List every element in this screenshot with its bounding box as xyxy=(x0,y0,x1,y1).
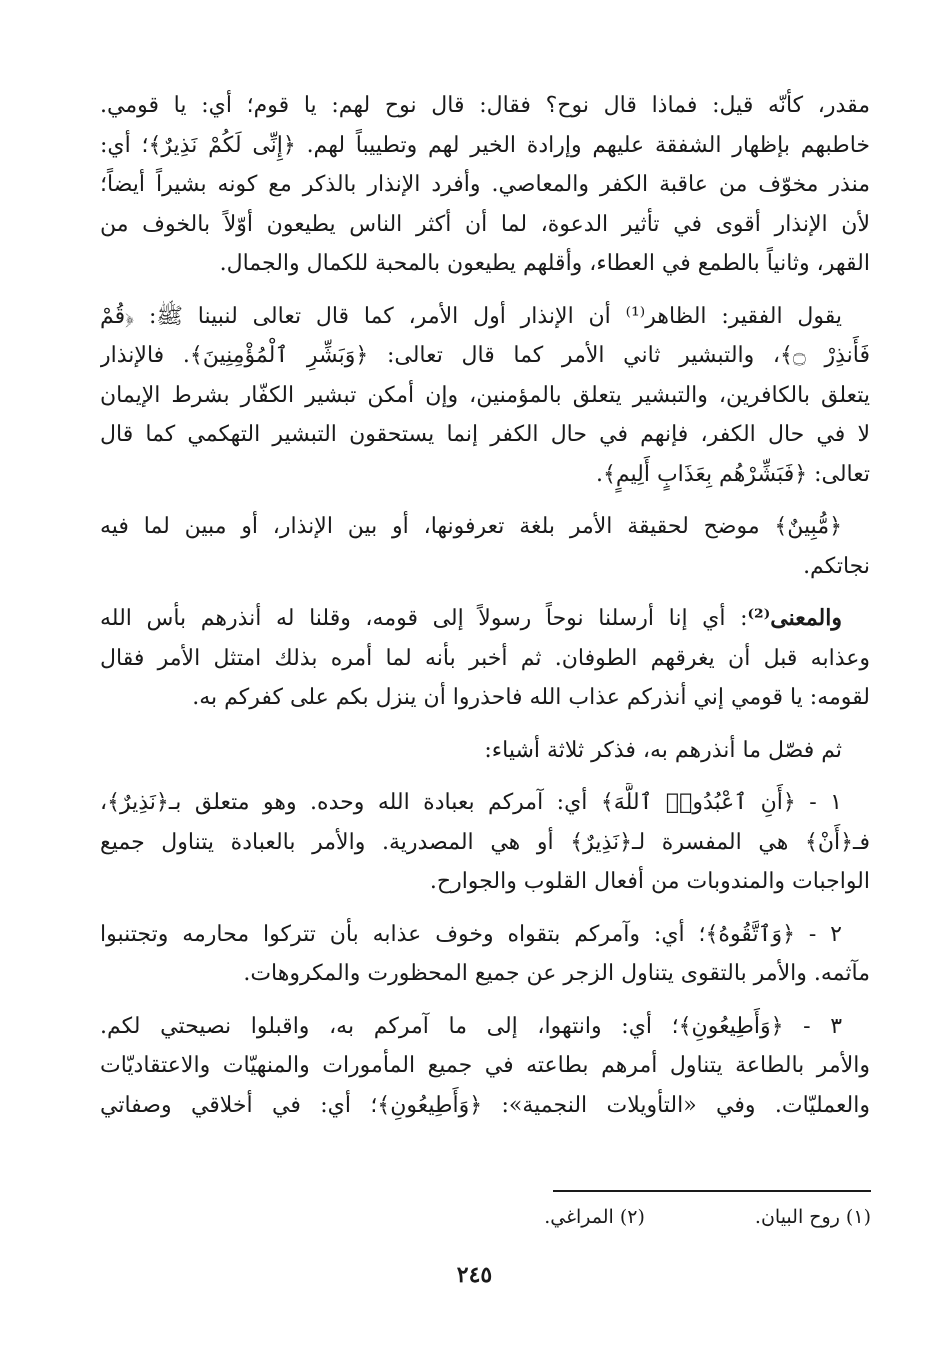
paragraph-3 xyxy=(100,507,870,586)
text-line: لأن الإنذار أقوى في تأثير الدعوة، لما أن أكثر الناس يطيعون أوّلاً بالخوف من xyxy=(100,211,870,237)
paragraph-4 xyxy=(100,599,870,718)
text-line: وعذابه قبل أن يغرقهم الطوفان. ثم أخبر بأنه لما أمره بذلك امتثل الأمر فقال xyxy=(100,645,870,671)
text-line: لقومه: يا قومي إني أنذركم عذاب الله فاحذروا أن ينزل بكم على كفركم به. xyxy=(192,685,870,710)
text-line: نجاتكم. xyxy=(803,553,870,579)
footnotes xyxy=(311,1206,871,1228)
text-line: ٢ - ﴿وَٱتَّقُوهُ﴾؛ أي: وآمركم بتقواه وخوف عذابه بأن تتركوا محارمه وتجتنبوا xyxy=(100,921,842,947)
page-number: ٢٤٥ xyxy=(456,1262,493,1288)
paragraph-6 xyxy=(100,783,870,902)
text-line: خاطبهم بإظهار الشفقة عليهم وإرادة الخير لهم وتطييباً لهم. ﴿إِنِّى لَكُمْ نَذِيرٌ﴾؛ أي: xyxy=(100,132,870,158)
text-line: فَأَنذِرْ ۝﴾، والتبشير ثاني الأمر كما قال تعالى: ﴿وَبَشِّرِ ٱلْمُؤْمِنِينَ﴾. فالإنذار xyxy=(100,343,870,368)
paragraph-1 xyxy=(100,86,870,284)
text-line: ثم فصّل ما أنذرهم به، فذكر ثلاثة أشياء: xyxy=(484,737,842,763)
paragraph-2 xyxy=(100,297,870,495)
text-line: الواجبات والمندوبات من أفعال القلوب والجوارح. xyxy=(429,869,870,894)
text-line: مآثمه. والأمر بالتقوى يتناول الزجر عن جميع المحظورت والمكروهات. xyxy=(243,961,870,986)
paragraph-8 xyxy=(100,1007,870,1126)
footnote-2: (٢) المراغي. xyxy=(544,1206,645,1228)
text-segment: : أي إنا أرسلنا نوحاً رسولاً إلى قومه، وقلنا له أنذرهم بأس الله xyxy=(100,606,748,631)
text-line: تعالى: ﴿فَبَشِّرْهُم بِعَذَابٍ أَلِيمٍ﴾. xyxy=(595,461,870,487)
paragraph-5 xyxy=(100,731,870,771)
text-line xyxy=(100,599,870,639)
text-line: يتعلق بالكافرين، والتبشير يتعلق بالمؤمنين، وإن أمكن تبشير الكفّار بشرط الإيمان xyxy=(100,382,870,408)
paragraph-7 xyxy=(100,915,870,994)
footnote-divider xyxy=(553,1190,871,1192)
text-line: منذر مخوّف من عاقبة الكفر والمعاصي. وأفرد الإنذار بالذكر مع كونه بشيراً أيضاً؛ xyxy=(100,172,870,197)
text-line: والأمر بالطاعة يتناول أمرهم بطاعته في جميع المأمورات والمنهيّات والاعتقاديّات xyxy=(100,1053,870,1078)
text-line: فـ﴿أَنْ﴾ هي المفسرة لـ﴿نَذِيرٌ﴾ أو هي المصدرية. والأمر بالعبادة يتناول جميع xyxy=(100,829,870,855)
text-line: ١ - ﴿أَنِ ٱعْبُدُوا۟ ٱللَّهَ﴾ أي: آمركم بعبادة الله وحده. وهو متعلق بـ﴿نَذِيرٌ﴾، xyxy=(100,790,842,815)
text-line: القهر، وثانياً بالطمع في العطاء، وأقلهم يطيعون بالمحبة للكمال والجمال. xyxy=(219,251,870,276)
text-line: ٣ - ﴿وَأَطِيعُونِ﴾؛ أي: وانتهوا، إلى ما آمركم به، واقبلوا نصيحتي لكم. xyxy=(100,1013,843,1039)
text-line: لا في حال الكفر، فإنهم في حال الكفر إنما يستحقون التبشير التهكمي كما قال xyxy=(100,422,870,447)
text-line: ﴿مُّبِينٌ﴾ موضح لحقيقة الأمر بلغة تعرفونها، أو بين الإنذار، أو مبين لما فيه xyxy=(100,514,842,539)
text-line: والعمليّات. وفي «التأويلات النجمية»: ﴿وَأَطِيعُونِ﴾؛ أي: في أخلاقي وصفاتي xyxy=(100,1092,870,1118)
text-line: يقول الفقير: الظاهر⁽¹⁾ أن الإنذار أول الأمر، كما قال تعالى لنبينا ﷺ: ﴿قُمْ xyxy=(100,303,842,329)
footnote-1: (١) روح البيان. xyxy=(754,1206,871,1228)
text-line: مقدر، كأنّه قيل: فماذا قال نوح؟ فقال: قال نوح لهم: يا قوم؛ أي: يا قومي. xyxy=(100,93,870,118)
lead-term: والمعنى⁽²⁾ xyxy=(747,605,842,631)
page-body xyxy=(100,86,870,1138)
